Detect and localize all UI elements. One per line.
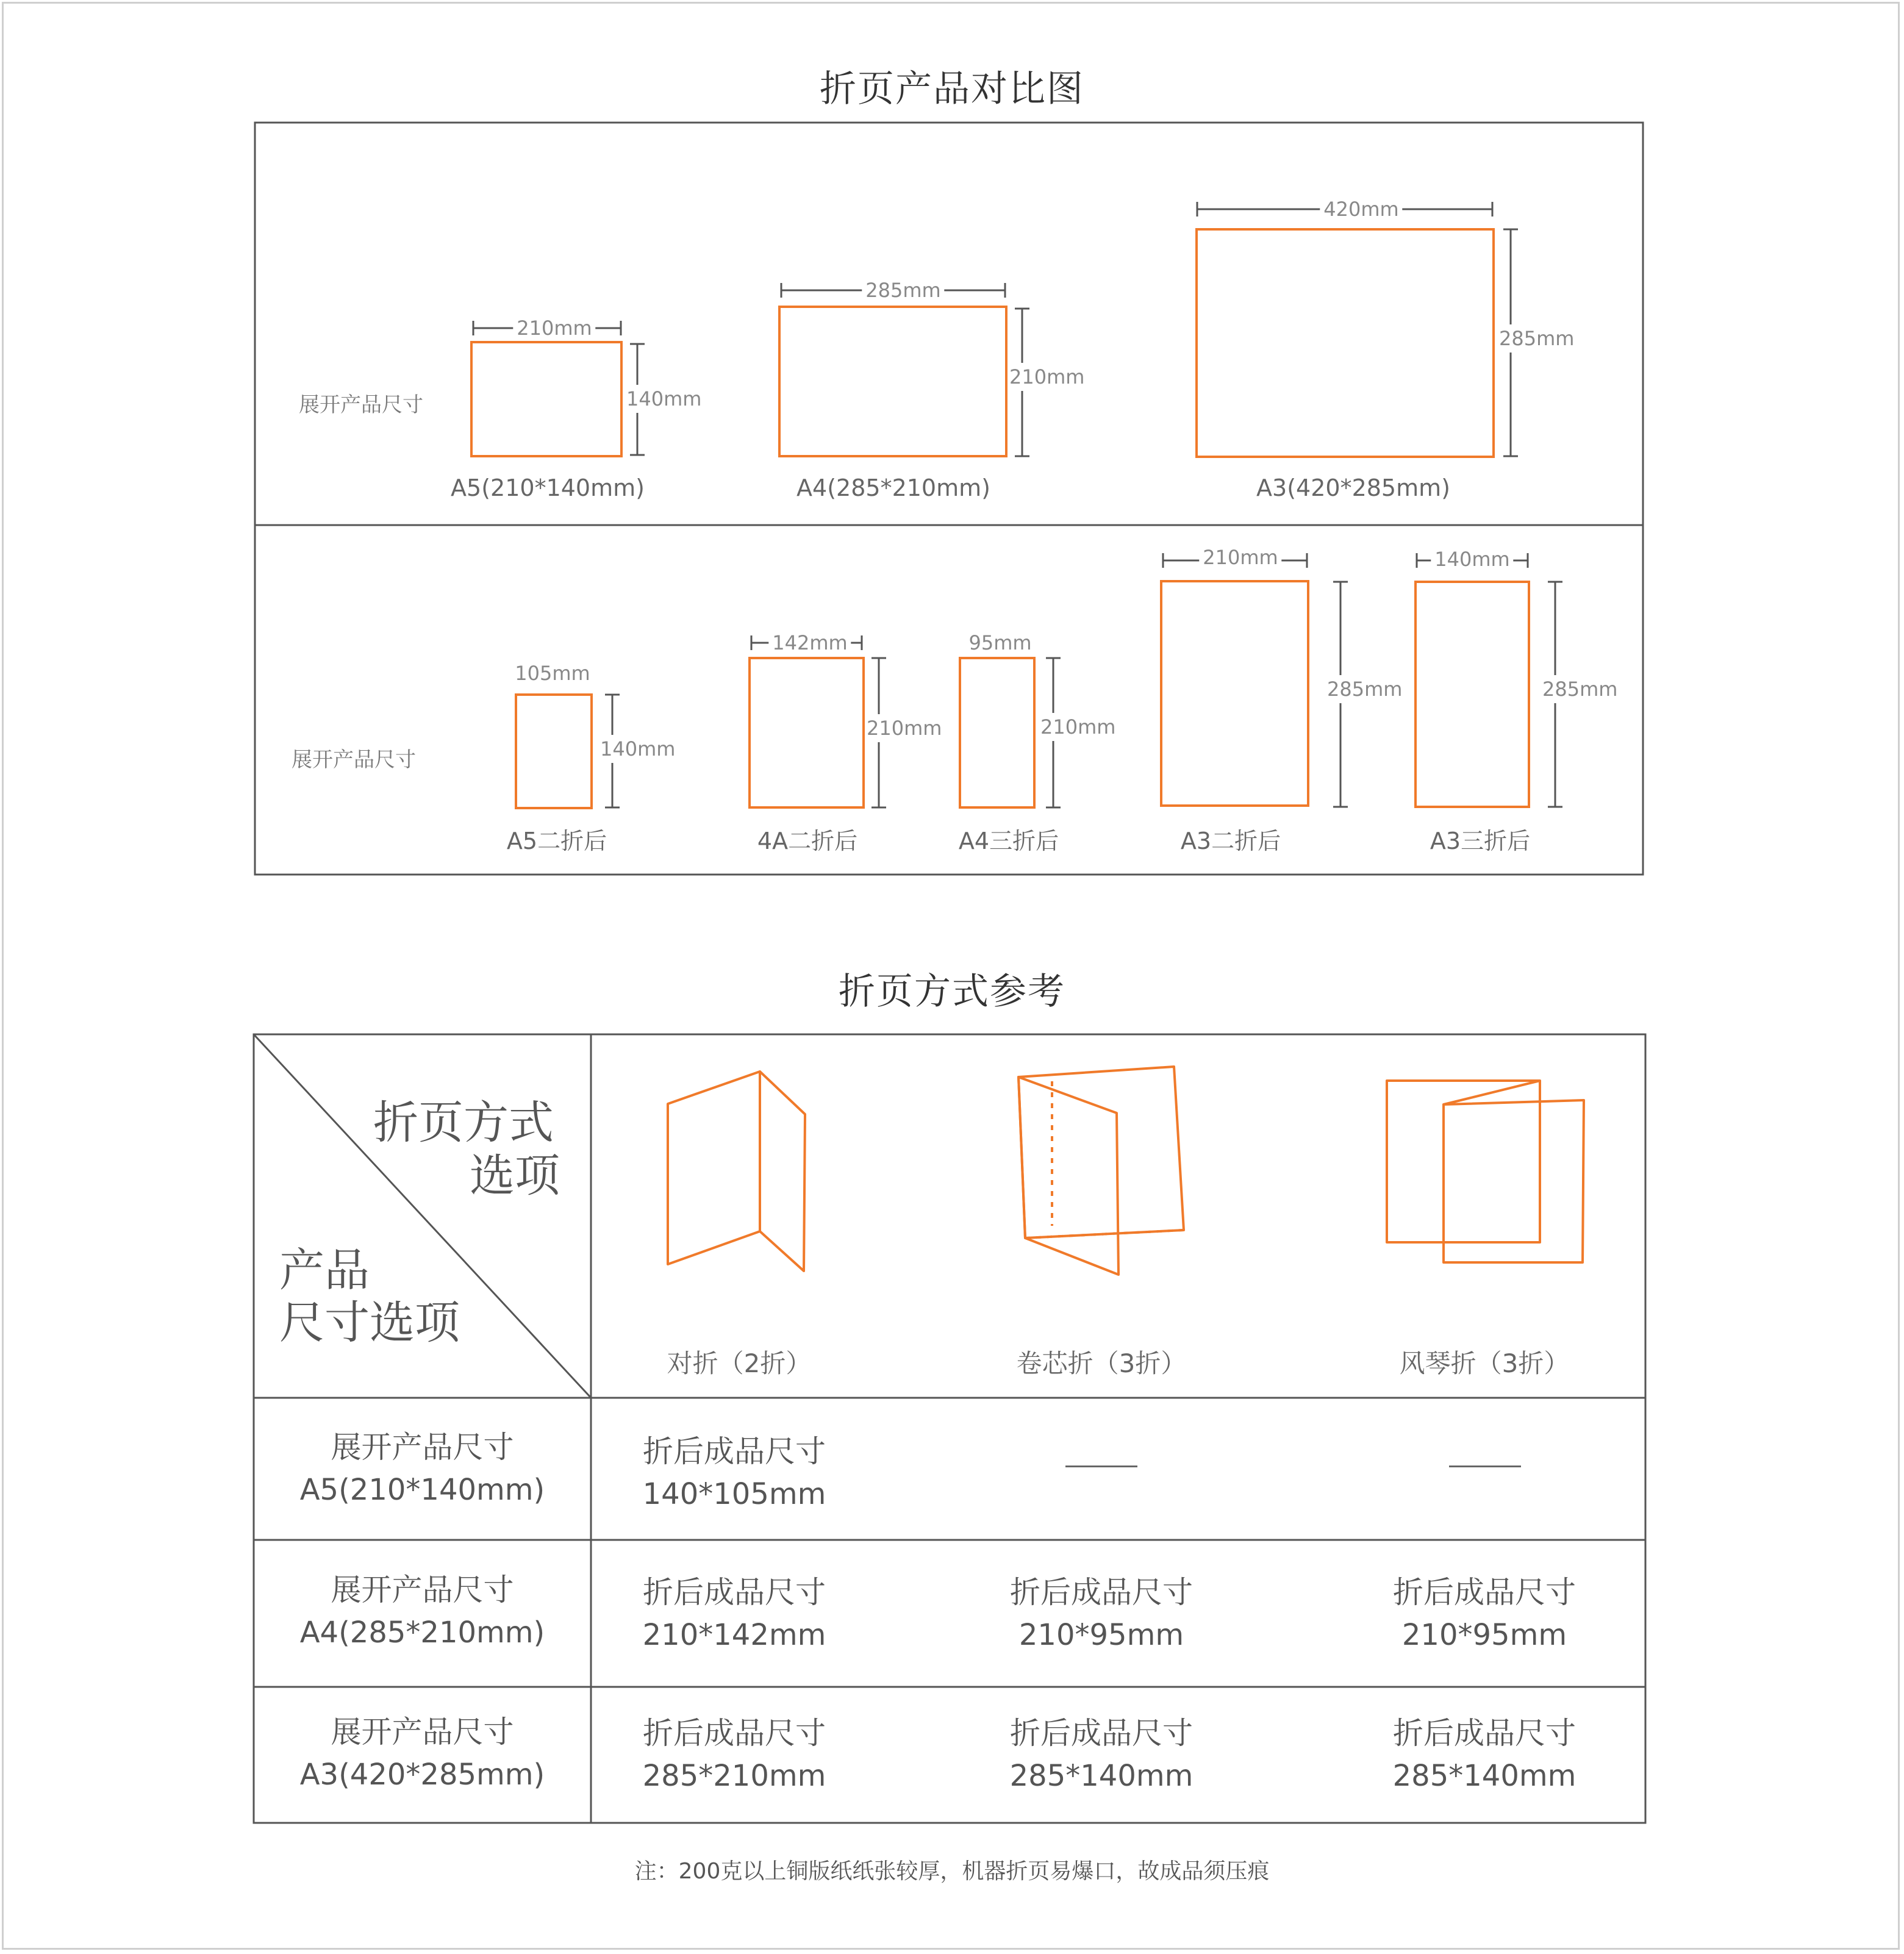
section-title-methods: 折页方式参考	[839, 970, 1065, 1013]
row-a4-half-fold: 折后成品尺寸 210*142mm	[642, 1575, 826, 1652]
column-half-fold: 对折（2折）	[667, 1348, 812, 1378]
a4-width-label: 285mm	[862, 279, 944, 302]
a4-2fold-caption: 4A二折后	[757, 828, 858, 854]
row-a4-accordion-fold: 折后成品尺寸 210*95mm	[1393, 1575, 1576, 1652]
a4-2fold-width-label: 142mm	[768, 631, 851, 654]
header-fold-method-line2: 选项	[470, 1150, 560, 1202]
row-a5-size: 展开产品尺寸 A5(210*140mm)	[299, 1430, 545, 1507]
rect-a4-2fold	[750, 658, 864, 807]
row-a3-half-fold: 折后成品尺寸 285*210mm	[642, 1716, 826, 1793]
rect-a4-3fold	[960, 658, 1034, 807]
row-a3-accordion-fold: 折后成品尺寸 285*140mm	[1392, 1716, 1577, 1793]
row-a3-size: 展开产品尺寸 A3(420*285mm)	[299, 1714, 545, 1792]
a4-caption: A4(285*210mm)	[796, 474, 990, 501]
column-roll-fold: 卷芯折（3折）	[1016, 1348, 1187, 1378]
accordion-fold-icon	[1387, 1081, 1584, 1262]
row-a5-roll-fold-empty	[1065, 1466, 1137, 1467]
a5-2fold-height-label: 140mm	[600, 735, 675, 763]
a3-3fold-caption: A3三折后	[1430, 828, 1531, 854]
rect-a3-2fold	[1161, 581, 1308, 806]
a4-3fold-height-label: 210mm	[1040, 713, 1115, 741]
row-a5-accordion-fold-empty	[1449, 1466, 1521, 1467]
a5-caption: A5(210*140mm)	[451, 474, 645, 501]
rect-a3	[1197, 229, 1494, 457]
a4-2fold-height-label: 210mm	[867, 714, 942, 742]
header-fold-method-line1: 折页方式	[373, 1097, 554, 1149]
header-size-line2: 尺寸选项	[279, 1297, 460, 1349]
row-a3-roll-fold: 折后成品尺寸 285*140mm	[1009, 1716, 1194, 1793]
row-a4-roll-fold: 折后成品尺寸 210*95mm	[1010, 1575, 1193, 1652]
half-fold-icon	[668, 1072, 805, 1271]
rect-a5	[471, 342, 621, 456]
header-size-line1: 产品	[279, 1244, 370, 1297]
footnote: 注：200克以上铜版纸纸张较厚，机器折页易爆口，故成品须压痕	[634, 1859, 1270, 1884]
a3-caption: A3(420*285mm)	[1256, 474, 1450, 501]
a3-3fold-width-label: 140mm	[1431, 548, 1513, 571]
row-a5-half-fold: 折后成品尺寸 140*105mm	[642, 1434, 826, 1511]
rect-a4	[779, 307, 1006, 456]
row-a4-size: 展开产品尺寸 A4(285*210mm)	[299, 1572, 545, 1650]
rect-a5-2fold	[516, 695, 592, 808]
a3-2fold-height-label: 285mm	[1327, 675, 1402, 703]
rect-a3-3fold	[1415, 582, 1529, 807]
row1-label: 展开产品尺寸	[299, 393, 423, 417]
a3-2fold-caption: A3二折后	[1180, 828, 1281, 854]
a3-height-label: 285mm	[1499, 324, 1574, 353]
column-accordion-fold: 风琴折（3折）	[1399, 1348, 1570, 1378]
a5-height-label: 140mm	[626, 385, 701, 413]
a5-width-label: 210mm	[513, 317, 595, 340]
a4-height-label: 210mm	[1009, 363, 1084, 391]
a3-width-label: 420mm	[1320, 198, 1402, 221]
a3-2fold-width-label: 210mm	[1199, 546, 1281, 569]
row2-label: 展开产品尺寸	[292, 748, 416, 772]
a5-2fold-width-label: 105mm	[511, 662, 593, 685]
a5-2fold-caption: A5二折后	[506, 828, 607, 854]
a3-3fold-height-label: 285mm	[1542, 675, 1617, 703]
a4-3fold-width-label: 95mm	[965, 631, 1035, 654]
a4-3fold-caption: A4三折后	[958, 828, 1059, 854]
roll-fold-icon	[1018, 1067, 1184, 1275]
section-title-compare: 折页产品对比图	[820, 68, 1084, 110]
